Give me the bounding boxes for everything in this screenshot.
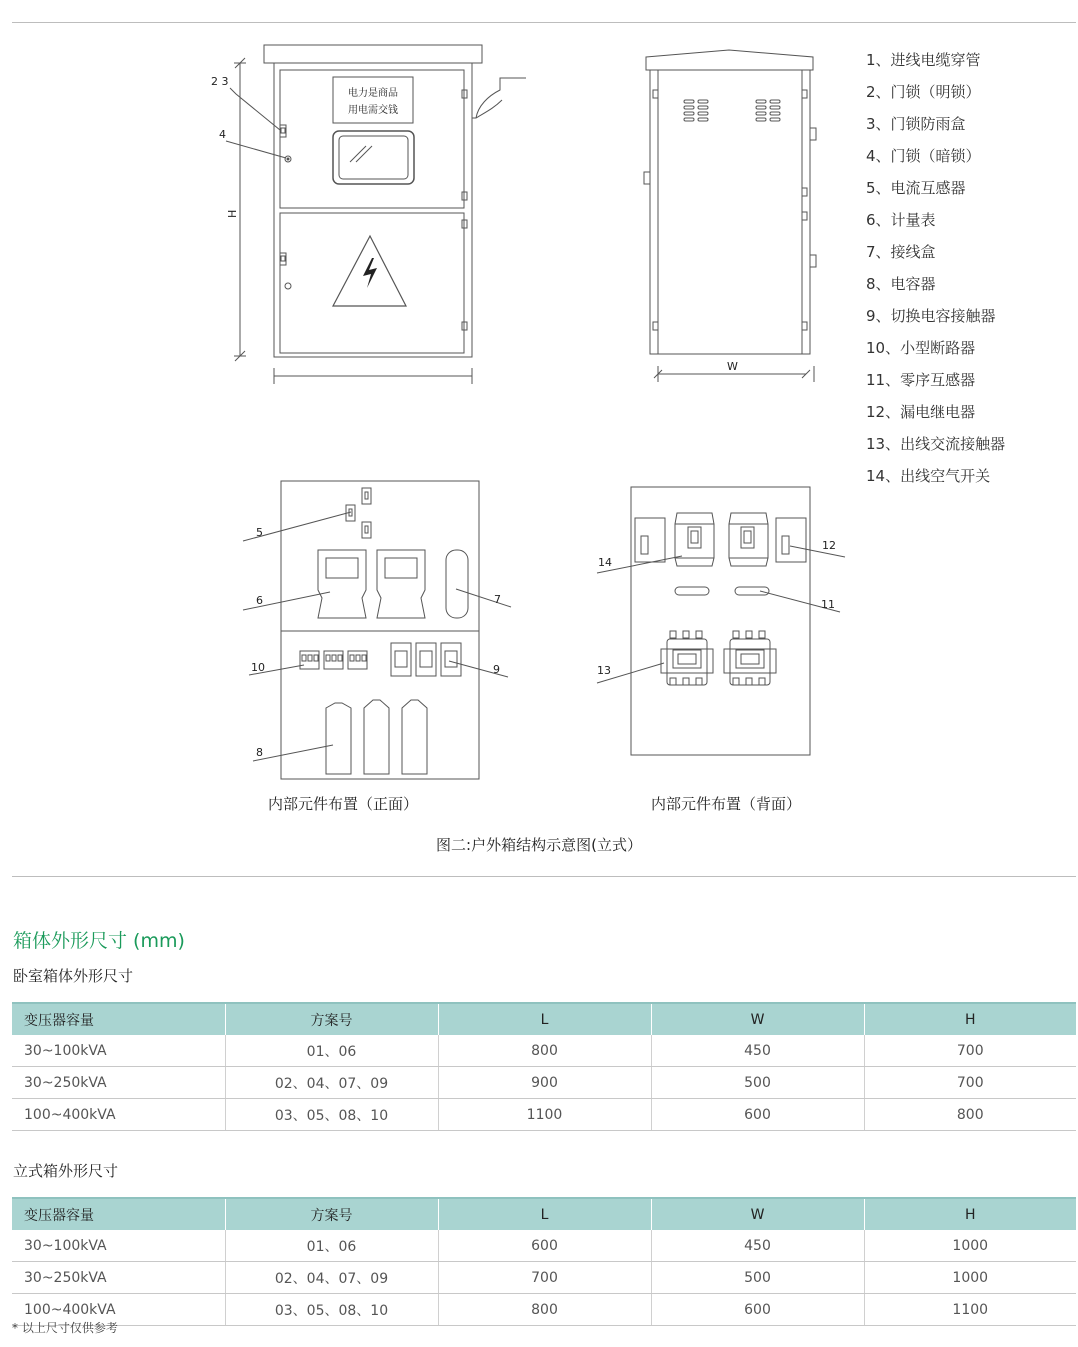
front-layout-caption: 内部元件布置（正面） <box>268 795 419 813</box>
side-view <box>644 50 816 382</box>
legend-item: 7、接线盒 <box>866 243 936 261</box>
table-cell: 02、04、07、09 <box>225 1262 438 1294</box>
table-cell: 02、04、07、09 <box>225 1067 438 1099</box>
table-row <box>12 1230 1076 1262</box>
legend-item: 4、门锁（暗锁） <box>866 147 981 165</box>
back-internal-layout <box>597 487 845 755</box>
table-cell: 600 <box>651 1099 864 1131</box>
table-cell: 450 <box>651 1035 864 1067</box>
header-w: W <box>651 1198 864 1230</box>
table-cell: 700 <box>438 1262 651 1294</box>
label-6: 6 <box>256 594 263 607</box>
legend-item: 14、出线空气开关 <box>866 467 991 485</box>
legend-item: 3、门锁防雨盒 <box>866 115 966 133</box>
label-12: 12 <box>822 539 836 552</box>
table-cell: 1000 <box>864 1230 1076 1262</box>
label-13: 13 <box>597 664 611 677</box>
table-cell: 700 <box>864 1035 1076 1067</box>
table-cell: 100~400kVA <box>12 1099 225 1131</box>
figure-title: 图二:户外箱结构示意图(立式） <box>436 836 642 854</box>
header-h: H <box>864 1003 1076 1035</box>
table-cell: 30~250kVA <box>12 1067 225 1099</box>
label-4: 4 <box>219 128 226 141</box>
table-cell: 800 <box>864 1099 1076 1131</box>
back-layout-caption: 内部元件布置（背面） <box>651 795 802 813</box>
label-9: 9 <box>493 663 500 676</box>
header-w: W <box>651 1003 864 1035</box>
table-cell: 100~400kVA <box>12 1294 225 1326</box>
table-row <box>12 1099 1076 1131</box>
table-cell: 01、06 <box>225 1035 438 1067</box>
table-cell: 600 <box>651 1294 864 1326</box>
legend-item: 12、漏电继电器 <box>866 403 976 421</box>
front-door-view <box>211 45 526 384</box>
legend-item: 11、零序互感器 <box>866 371 976 389</box>
table-cell: 01、06 <box>225 1230 438 1262</box>
component-legend <box>866 44 1005 492</box>
table-cell: 1100 <box>438 1099 651 1131</box>
dim-h: H <box>226 209 239 218</box>
table-cell: 03、05、08、10 <box>225 1294 438 1326</box>
header-l: L <box>438 1198 651 1230</box>
label-5: 5 <box>256 526 263 539</box>
legend-item: 9、切换电容接触器 <box>866 307 996 325</box>
table-cell: 450 <box>651 1230 864 1262</box>
header-capacity: 变压器容量 <box>12 1003 225 1035</box>
legend-item: 2、门锁（明锁） <box>866 83 981 101</box>
table2-title: 立式箱外形尺寸 <box>13 1162 119 1180</box>
table-cell: 1100 <box>864 1294 1076 1326</box>
legend-item: 8、电容器 <box>866 275 936 293</box>
header-h: H <box>864 1198 1076 1230</box>
table-row <box>12 1294 1076 1326</box>
footnote: * 以上尺寸仅供参考 <box>12 1321 118 1335</box>
label-2-3: 2 3 <box>211 75 229 88</box>
header-scheme: 方案号 <box>225 1198 438 1230</box>
table1 <box>12 1002 1076 1131</box>
table-cell: 500 <box>651 1067 864 1099</box>
header-capacity: 变压器容量 <box>12 1198 225 1230</box>
section-divider <box>12 876 1076 877</box>
table-row <box>12 1035 1076 1067</box>
sign-line2: 用电需交钱 <box>348 105 398 116</box>
table-cell: 30~100kVA <box>12 1035 225 1067</box>
table-cell: 03、05、08、10 <box>225 1099 438 1131</box>
legend-item: 10、小型断路器 <box>866 339 976 357</box>
label-14: 14 <box>598 556 612 569</box>
table-header-row <box>12 1198 1076 1230</box>
legend-item: 6、计量表 <box>866 211 936 229</box>
section-title: 箱体外形尺寸 (mm) <box>13 930 185 952</box>
table-header-row <box>12 1003 1076 1035</box>
table-cell: 1000 <box>864 1262 1076 1294</box>
header-l: L <box>438 1003 651 1035</box>
table-cell: 700 <box>864 1067 1076 1099</box>
sign-line1: 电力是商品 <box>348 88 398 99</box>
label-10: 10 <box>251 661 265 674</box>
table1-title: 卧室箱体外形尺寸 <box>13 967 134 985</box>
table-cell: 800 <box>438 1035 651 1067</box>
legend-item: 5、电流互感器 <box>866 179 966 197</box>
front-internal-layout <box>243 481 511 779</box>
header-scheme: 方案号 <box>225 1003 438 1035</box>
table-row <box>12 1067 1076 1099</box>
label-7: 7 <box>494 593 501 606</box>
table-cell: 500 <box>651 1262 864 1294</box>
table-row <box>12 1262 1076 1294</box>
table-cell: 30~250kVA <box>12 1262 225 1294</box>
table-cell: 900 <box>438 1067 651 1099</box>
dim-w: W <box>727 360 738 373</box>
table-cell: 30~100kVA <box>12 1230 225 1262</box>
legend-item: 13、出线交流接触器 <box>866 435 1006 453</box>
label-8: 8 <box>256 746 263 759</box>
label-11: 11 <box>821 598 835 611</box>
table-cell: 600 <box>438 1230 651 1262</box>
legend-item: 1、进线电缆穿管 <box>866 51 981 69</box>
table2 <box>12 1197 1076 1326</box>
table-cell: 800 <box>438 1294 651 1326</box>
